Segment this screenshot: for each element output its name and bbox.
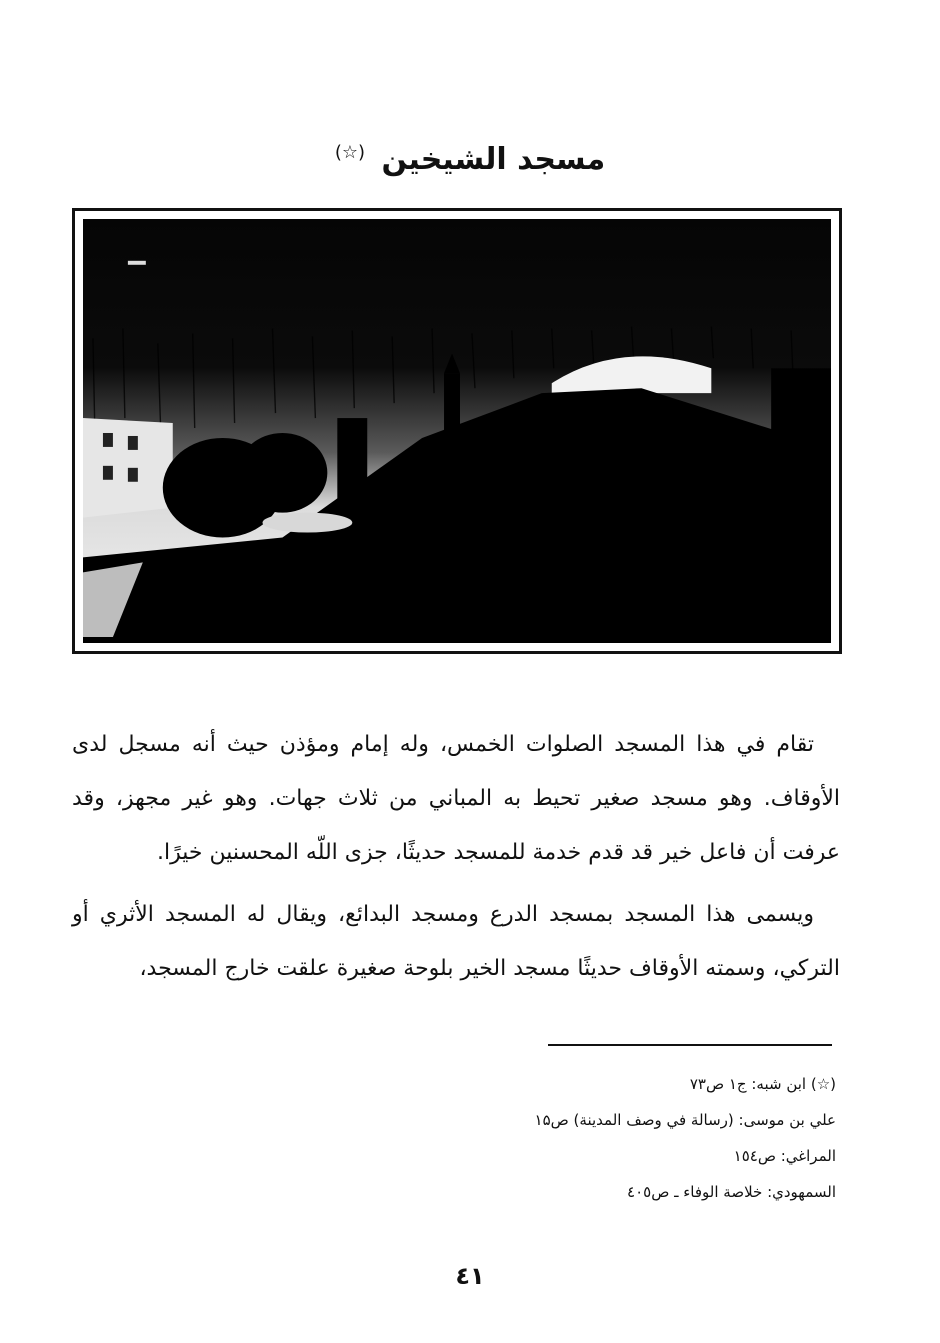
footnote-4: السمهودي: خلاصة الوفاء ـ ص٤٠٥	[627, 1183, 836, 1201]
paragraph-2: ويسمى هذا المسجد بمسجد الدرع ومسجد البدائع، ويقال له المسجد الأثري أو التركي، وسمته الأوقاف حديثًا مسجد الخير بلوحة صغيرة علقت خارج المسجد،	[72, 902, 840, 981]
body-text	[72, 718, 840, 1004]
footnote-1: (☆) ابن شبه: ج۱ ص۷۳	[689, 1075, 836, 1093]
title-text: مسجد الشيخين	[381, 142, 606, 177]
footnote-2: علي بن موسى: (رسالة في وصف المدينة) ص۱۵	[534, 1111, 836, 1129]
footnote-3: المراغي: ص۱٥٤	[733, 1147, 836, 1165]
mosque-photo-frame	[72, 208, 842, 654]
page-number: ٤١	[455, 1262, 485, 1290]
footnote-separator	[548, 1044, 832, 1046]
paragraph-1: تقام في هذا المسجد الصلوات الخمس، وله إمام ومؤذن حيث أنه مسجل لدى الأوقاف. وهو مسجد صغير تحيط به المباني من ثلاث جهات. وهو غير مجهز، وقد عرفت أن فاعل خير قد قدم خدمة للمسجد حديثًا، جزى اللّه المحسنين خيرًا.	[72, 732, 840, 865]
footnotes	[400, 1066, 836, 1210]
mosque-photo	[83, 219, 831, 643]
title-footnote-marker: (☆)	[334, 142, 366, 163]
page-title	[200, 128, 740, 185]
